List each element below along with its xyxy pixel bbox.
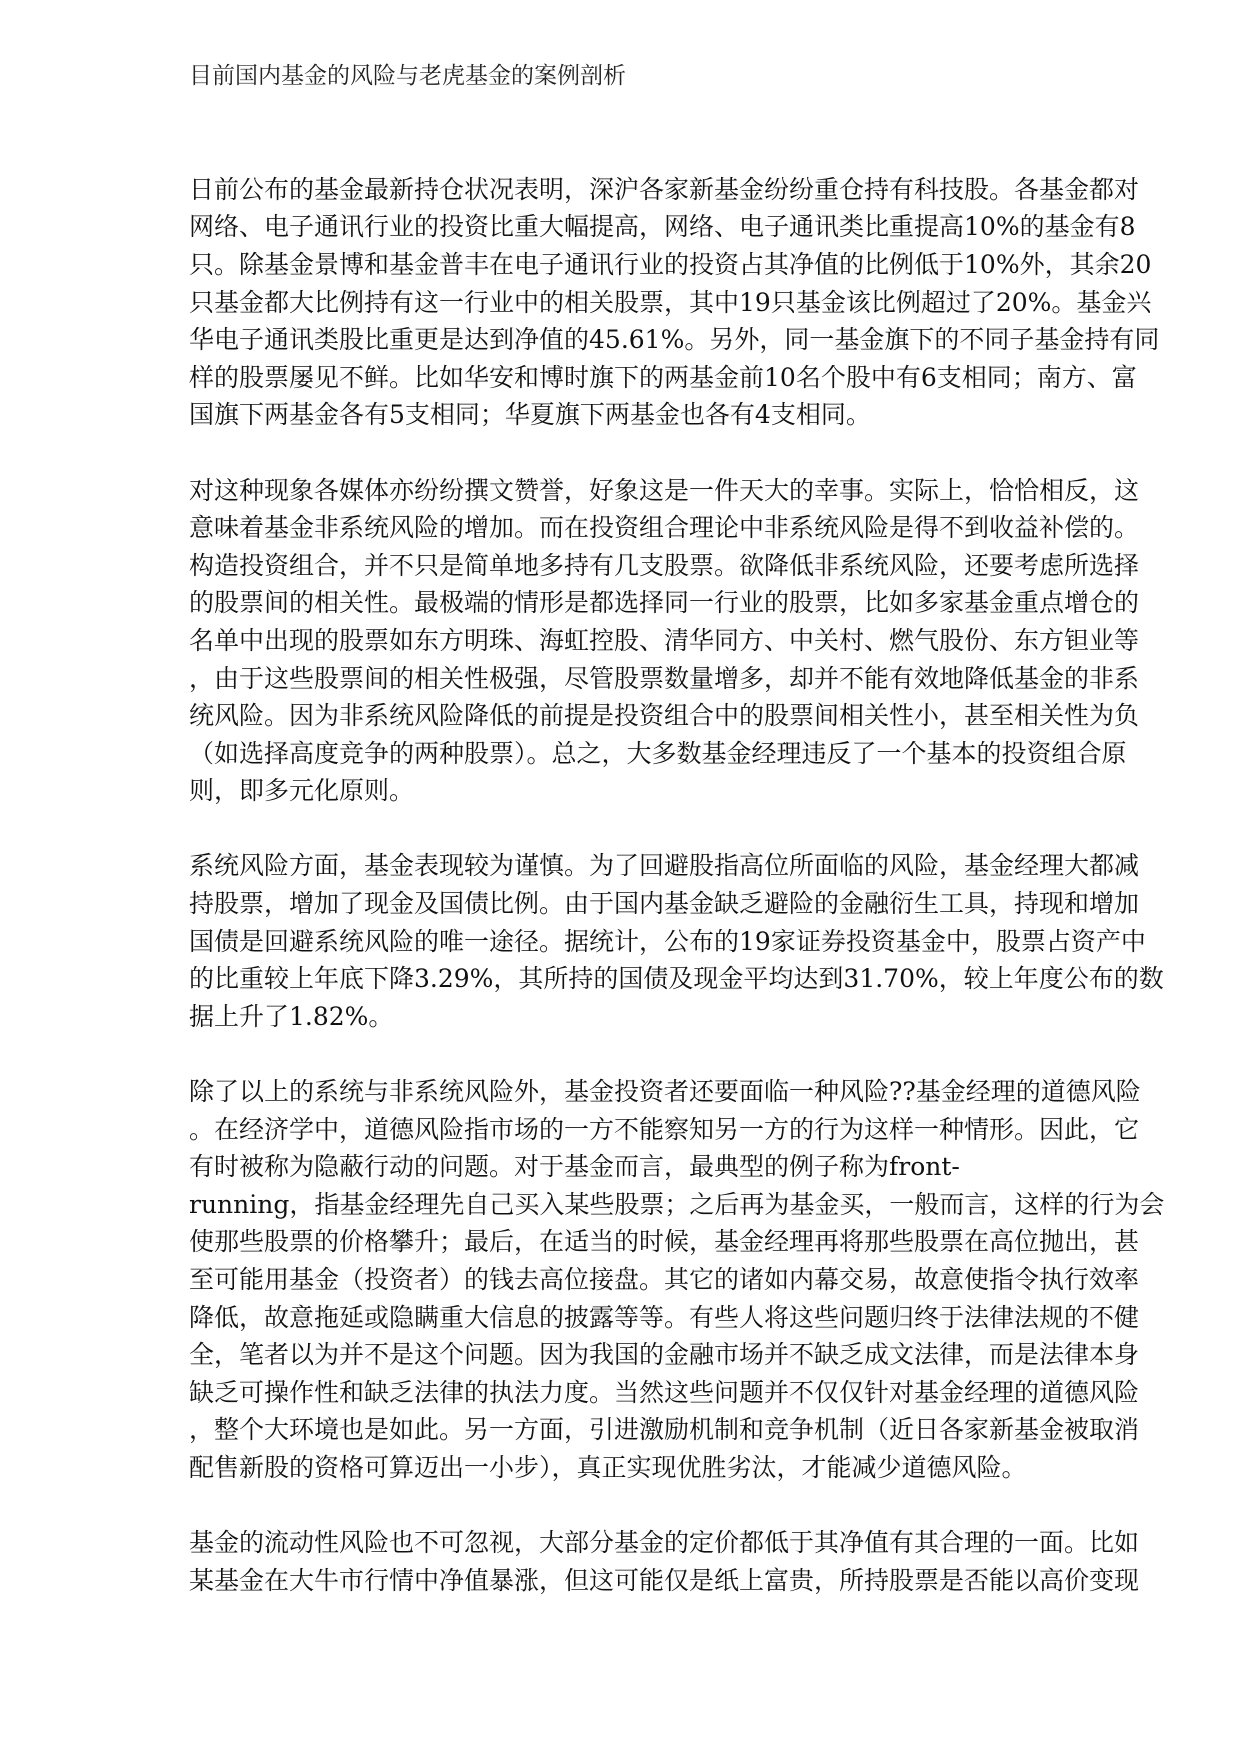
paragraph-line: 配售新股的资格可算迈出一小步），真正实现优胜劣汰，才能减少道德风险。 — [189, 1452, 1027, 1482]
paragraph-line: 全，笔者以为并不是这个问题。因为我国的金融市场并不缺乏成文法律，而是法律本身 — [189, 1340, 1140, 1370]
paragraph-line: 对这种现象各媒体亦纷纷撰文赞誉，好象这是一件天大的幸事。实际上，恰恰相反，这 — [189, 475, 1140, 505]
paragraph-line: 至可能用基金（投资者）的钱去高位接盘。其它的诸如内幕交易，故意使指令执行效率 — [189, 1265, 1140, 1294]
paragraph-line: 缺乏可操作性和缺乏法律的执法力度。当然这些问题并不仅仅针对基金经理的道德风险 — [189, 1377, 1140, 1407]
paragraph-line: 据上升了1.82%。 — [189, 1001, 394, 1031]
paragraph-2 — [189, 472, 1189, 810]
paragraph-line: 日前公布的基金最新持仓状况表明，深沪各家新基金纷纷重仓持有科技股。各基金都对 — [189, 174, 1140, 204]
paragraph-line: （如选择高度竞争的两种股票）。总之，大多数基金经理违反了一个基本的投资组合原 — [189, 738, 1127, 768]
document-page — [189, 58, 1189, 1637]
paragraph-line: 某基金在大牛市行情中净值暴涨，但这可能仅是纸上富贵，所持股票是否能以高价变现 — [189, 1565, 1140, 1595]
paragraph-line: 有时被称为隐蔽行动的问题。对于基金而言，最典型的例子称为front- — [189, 1152, 960, 1182]
paragraph-line: 基金的流动性风险也不可忽视，大部分基金的定价都低于其净值有其合理的一面。比如 — [189, 1528, 1140, 1558]
paragraph-line: 统风险。因为非系统风险降低的前提是投资组合中的股票间相关性小，甚至相关性为负 — [189, 701, 1140, 731]
paragraph-line: 除了以上的系统与非系统风险外，基金投资者还要面临一种风险??基金经理的道德风险 — [189, 1077, 1141, 1107]
paragraph-3 — [189, 847, 1189, 1035]
paragraph-line: 只基金都大比例持有这一行业中的相关股票，其中19只基金该比例超过了20%。基金兴 — [189, 287, 1152, 317]
document-title: 目前国内基金的风险与老虎基金的案例剖析 — [189, 63, 626, 89]
paragraph-line: running，指基金经理先自己买入某些股票；之后再为基金买，一般而言，这样的行为会 — [189, 1189, 1165, 1219]
paragraph-line: 样的股票屡见不鲜。比如华安和博时旗下的两基金前10名个股中有6支相同；南方、富 — [189, 362, 1137, 392]
paragraph-line: 的股票间的相关性。最极端的情形是都选择同一行业的股票，比如多家基金重点增仓的 — [189, 588, 1140, 618]
paragraph-line: 构造投资组合，并不只是简单地多持有几支股票。欲降低非系统风险，还要考虑所选择 — [189, 550, 1140, 580]
paragraph-line: 的比重较上年底下降3.29%，其所持的国债及现金平均达到31.70%，较上年度公布的数 — [189, 964, 1164, 994]
paragraph-4 — [189, 1073, 1189, 1487]
paragraph-line: 华电子通讯类股比重更是达到净值的45.61%。另外，同一基金旗下的不同子基金持有同 — [189, 325, 1160, 355]
paragraph-line: 国旗下两基金各有5支相同；华夏旗下两基金也各有4支相同。 — [189, 400, 871, 430]
paragraph-line: 使那些股票的价格攀升；最后，在适当的时候，基金经理再将那些股票在高位抛出，甚 — [189, 1227, 1140, 1257]
paragraph-line: 网络、电子通讯行业的投资比重大幅提高，网络、电子通讯类比重提高10%的基金有8 — [189, 212, 1136, 242]
paragraph-line: 只。除基金景博和基金普丰在电子通讯行业的投资占其净值的比例低于10%外，其余20 — [189, 249, 1152, 279]
paragraph-line: ，整个大环境也是如此。另一方面，引进激励机制和竞争机制（近日各家新基金被取消 — [189, 1415, 1140, 1445]
paragraph-line: 降低，故意拖延或隐瞒重大信息的披露等等。有些人将这些问题归终于法律法规的不健 — [189, 1302, 1140, 1332]
paragraph-5 — [189, 1524, 1189, 1599]
paragraph-line: 名单中出现的股票如东方明珠、海虹控股、清华同方、中关村、燃气股份、东方钽业等 — [189, 625, 1140, 655]
paragraph-line: 则，即多元化原则。 — [189, 776, 415, 806]
paragraph-line: 系统风险方面，基金表现较为谨慎。为了回避股指高位所面临的风险，基金经理大都减 — [189, 851, 1140, 881]
paragraph-line: 持股票，增加了现金及国债比例。由于国内基金缺乏避险的金融衍生工具，持现和增加 — [189, 889, 1140, 919]
paragraph-line: 国债是回避系统风险的唯一途径。据统计，公布的19家证券投资基金中，股票占资产中 — [189, 926, 1146, 956]
paragraph-line: 意味着基金非系统风险的增加。而在投资组合理论中非系统风险是得不到收益补偿的。 — [189, 513, 1140, 543]
paragraph-line: 。在经济学中，道德风险指市场的一方不能察知另一方的行为这样一种情形。因此，它 — [189, 1114, 1140, 1144]
paragraph-1 — [189, 171, 1189, 434]
paragraph-line: ，由于这些股票间的相关性极强，尽管股票数量增多，却并不能有效地降低基金的非系 — [189, 663, 1140, 693]
